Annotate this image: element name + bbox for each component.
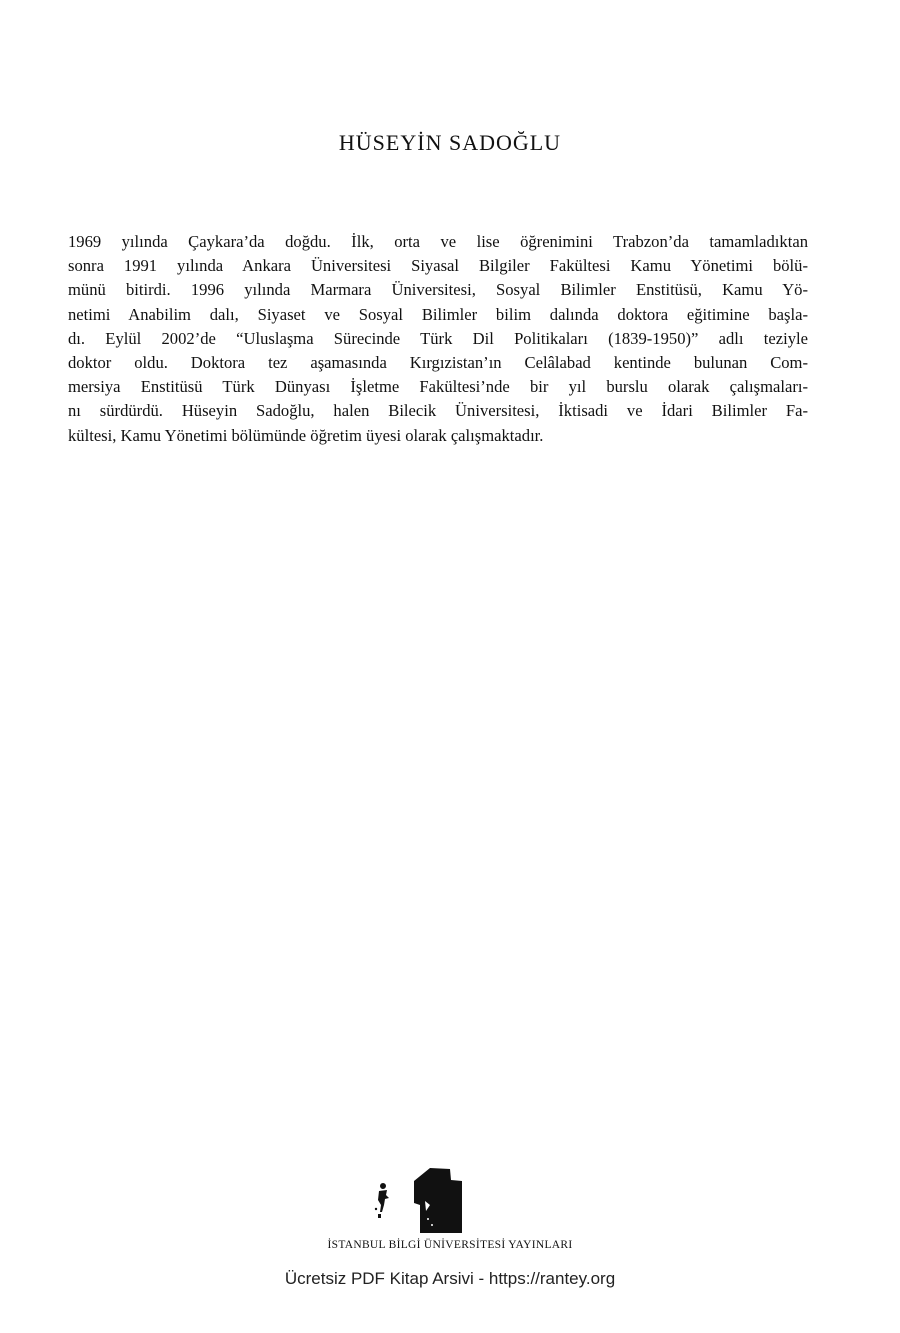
bio-line: 1969 yılında Çaykara’da doğdu. İlk, orta ve lise öğrenimini Trabzon’da tamamladıktan (68, 232, 808, 251)
bio-line: sonra 1991 yılında Ankara Üniversitesi Siyasal Bilgiler Fakültesi Kamu Yönetimi bölü- (68, 256, 808, 276)
footer-note: Ücretsiz PDF Kitap Arsivi - https://rantey.org (284, 1269, 616, 1288)
bio-line: münü bitirdi. 1996 yılında Marmara Üniversitesi, Sosyal Bilimler Enstitüsü, Kamu Yö- (68, 280, 808, 300)
bio-line: dı. Eylül 2002’de “Uluslaşma Sürecinde Türk Dil Politikaları (1839-1950)” adlı teziyle (68, 328, 808, 348)
bio-line: netimi Anabilim dalı, Siyaset ve Sosyal Bilimler bilim dalında doktora eğitimine başla- (68, 304, 808, 324)
page-title: HÜSEYİN SADOĞLU (338, 130, 562, 155)
bio-line: mersiya Enstitüsü Türk Dünyası İşletme Fakültesi’nde bir yıl burslu olarak çalışmaları- (68, 377, 808, 397)
bio-line: kültesi, Kamu Yönetimi bölümünde öğretim üyesi olarak çalışmaktadır. (68, 425, 544, 445)
bio-line: doktor oldu. Doktora tez aşamasında Kırgızistan’ın Celâlabad kentinde bulunan Com- (68, 353, 808, 373)
publisher-logo-icon (370, 1165, 470, 1235)
bio-paragraph (68, 230, 808, 448)
bio-line: nı sürdürdü. Hüseyin Sadoğlu, halen Bilecik Üniversitesi, İktisadi ve İdari Bilimler Fa- (68, 401, 808, 421)
publisher-name: İSTANBUL BİLGİ ÜNİVERSİTESİ YAYINLARI (327, 1239, 573, 1251)
